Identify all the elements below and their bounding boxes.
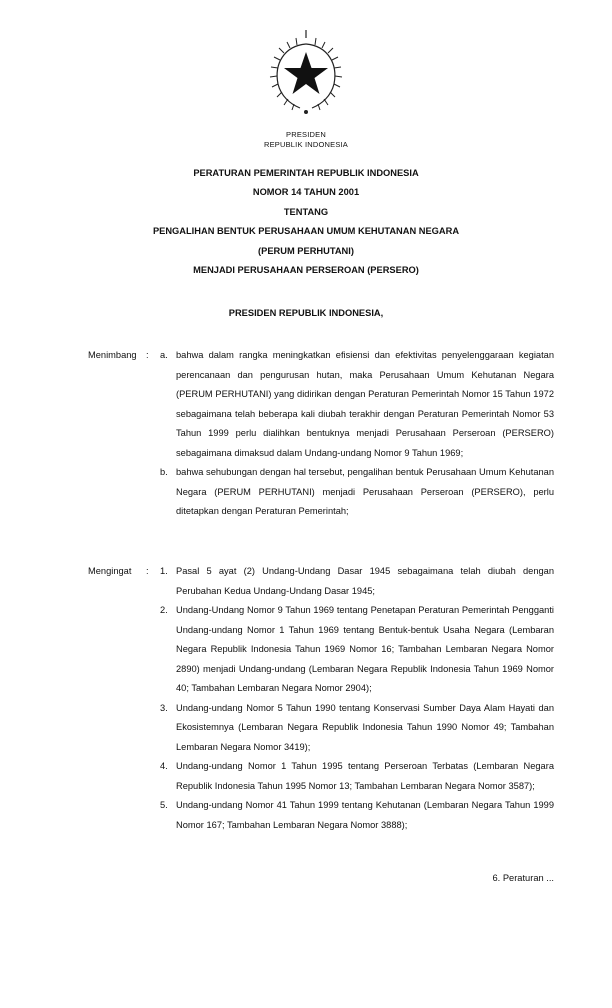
item-number: 3.: [160, 702, 168, 713]
item-number: a.: [160, 350, 168, 360]
section-label: Menimbang: [88, 350, 137, 360]
document-title: [0, 164, 612, 280]
president-heading: PRESIDEN REPUBLIK INDONESIA,: [228, 308, 384, 318]
list-item: [160, 562, 554, 601]
item-text: bahwa sehubungan dengan hal tersebut, pengalihan bentuk Perusahaan Umum Kehutanan Negara (PERUM PERHUTANI) menjadi Perusahaan Perseroan (PERSERO), perlu ditetapkan dengan Peraturan Pemerintah;: [176, 467, 554, 516]
item-number: 1.: [160, 566, 168, 576]
item-text: Undang-undang Nomor 5 Tahun 1990 tentang Konservasi Sumber Daya Alam Hayati dan Ekosistemnya (Lembaran Negara Republik Indonesia Tahun 1990 Nomor 49; Tambahan Lembaran Negara Nomor 3419);: [176, 702, 554, 752]
presidential-seal-star-emblem: [266, 30, 346, 126]
section-colon: :: [146, 566, 149, 576]
seal-caption-presiden: PRESIDEN: [286, 130, 326, 139]
item-number: 5.: [160, 800, 168, 810]
list-item: [160, 699, 554, 758]
list-item: [160, 796, 554, 835]
title-line: PERATURAN PEMERINTAH REPUBLIK INDONESIA: [193, 168, 419, 178]
menimbang-section: [88, 346, 554, 522]
list-item: [160, 757, 554, 796]
item-text: Undang-undang Nomor 41 Tahun 1999 tentang Kehutanan (Lembaran Negara Tahun 1999 Nomor 167; Tambahan Lembaran Negara Nomor 3888);: [176, 800, 554, 830]
item-text: bahwa dalam rangka meningkatkan efisiensi dan efektivitas penyelenggaraan kegiatan perencanaan dan pengurusan hutan, maka Perusahaan Umum Kehutanan Negara (PERUM PERHUTANI) yang didirikan dengan Peraturan Pemerintah Nomor 15 Tahun 1972 sebagaimana telah beberapa kali diubah terakhir dengan Peraturan Pemerintah Nomor 53 Tahun 1999 perlu dialihkan bentuknya menjadi Perusahaan Perseroan (PERSERO) sebagaimana dimaksud dalam Undang-undang Nomor 9 Tahun 1969;: [176, 350, 554, 458]
section-colon: :: [146, 350, 149, 360]
list-item: [160, 601, 554, 699]
item-number: b.: [160, 467, 168, 477]
title-line: MENJADI PERUSAHAAN PERSEROAN (PERSERO): [193, 265, 419, 276]
item-number: 2.: [160, 605, 168, 615]
seal-caption-republik: REPUBLIK INDONESIA: [263, 140, 349, 149]
list-item: [160, 463, 554, 522]
item-text: Undang-undang Nomor 1 Tahun 1995 tentang Perseroan Terbatas (Lembaran Negara Republik Indonesia Tahun 1995 Nomor 13; Tambahan Lembaran Negara Nomor 3587);: [176, 761, 554, 791]
section-label: Mengingat: [88, 566, 132, 576]
title-line: PENGALIHAN BENTUK PERUSAHAAN UMUM KEHUTANAN NEGARA: [152, 226, 460, 237]
mengingat-section: [88, 562, 554, 835]
title-line: (PERUM PERHUTANI): [258, 245, 354, 256]
title-line: NOMOR 14 TAHUN 2001: [252, 187, 360, 198]
item-text: Undang-Undang Nomor 9 Tahun 1969 tentang Penetapan Peraturan Pemerintah Pengganti Undang-undang Nomor 1 Tahun 1969 tentang Bentuk-bentuk Usaha Negara (Lembaran Negara Republik Indonesia Tahun 1969 Nomor 16; Tambahan Lembaran Negara Nomor 2890) menjadi Undang-undang (Lembaran Negara Republik Indonesia Tahun 1969 Nomor 40; Tambahan Lembaran Negara Nomor 2904);: [176, 605, 554, 693]
page-continuation-note: 6. Peraturan ...: [492, 873, 554, 883]
item-number: 4.: [160, 761, 168, 771]
item-text: Pasal 5 ayat (2) Undang-Undang Dasar 1945 sebagaimana telah diubah dengan Perubahan Kedua Undang-Undang Dasar 1945;: [176, 566, 554, 596]
list-item: [160, 346, 554, 463]
title-line: TENTANG: [283, 206, 329, 217]
